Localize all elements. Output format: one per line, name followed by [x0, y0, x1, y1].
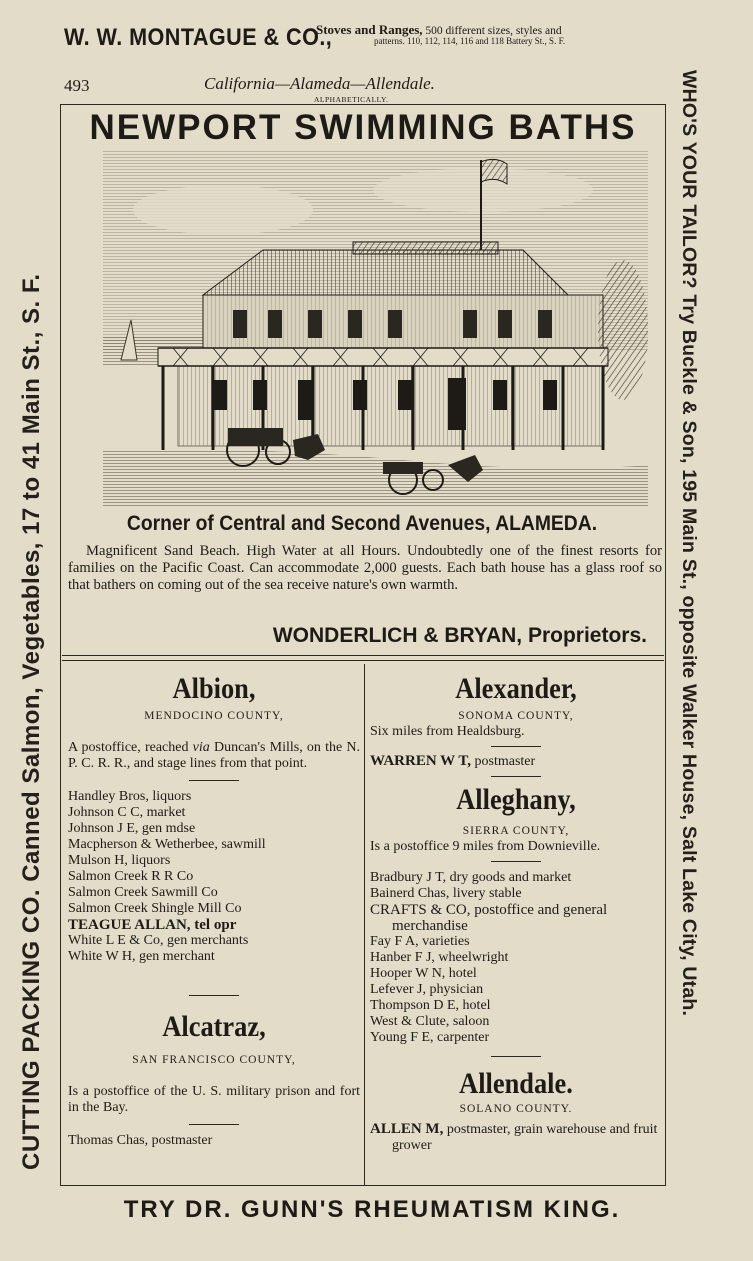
list-item: CRAFTS & CO, postoffice and general merchandise — [370, 902, 608, 934]
alcatraz-heading: Alcatraz, — [162, 1010, 266, 1043]
albion-entries — [68, 789, 360, 965]
alcatraz-rule-top — [189, 995, 239, 996]
list-item: Salmon Creek Sawmill Co — [68, 885, 218, 900]
bath-house-engraving — [103, 150, 648, 508]
alcatraz-description: Is a postoffice of the U. S. military prison and fort in the Bay. — [68, 1084, 360, 1115]
alphabetically-label: ALPHABETICALLY. — [314, 95, 389, 104]
allendale-rule-top — [491, 1056, 541, 1057]
list-item: Bradbury J T, dry goods and market — [370, 870, 572, 885]
bottom-advertisement-banner: TRY DR. GUNN'S RHEUMATISM KING. — [123, 1196, 621, 1223]
stoves-ranges-rest: 500 different sizes, styles and — [425, 25, 562, 37]
list-item: Fay F A, varieties — [370, 934, 470, 949]
list-item: Salmon Creek Shingle Mill Co — [68, 901, 242, 916]
alleghany-county: SIERRA COUNTY, — [462, 825, 570, 837]
list-item: Hooper W N, hotel — [370, 966, 477, 981]
list-item: Lefever J, physician — [370, 982, 484, 997]
alcatraz-county: SAN FRANCISCO COUNTY, — [132, 1054, 296, 1066]
alexander-heading: Alexander, — [455, 672, 577, 705]
alexander-description: Six miles from Healdsburg. — [370, 724, 525, 739]
alexander-rule — [491, 746, 541, 747]
stoves-ranges-lead: Stoves and Ranges, — [316, 22, 423, 37]
ad-description: Magnificent Sand Beach. High Water at all Hours. Undoubtedly one of the finest resorts for families on the Pacific Coast. Can accommodate 2,000 guests. Each bath house has a glass roof so that bathers on coming out of the sea receive nature's own warmth. — [68, 543, 662, 593]
albion-rule — [189, 780, 239, 781]
list-item: Thompson D E, hotel — [370, 998, 491, 1013]
column-divider — [364, 664, 365, 1186]
albion-via: via — [192, 740, 210, 755]
montague-company-name: W. W. MONTAGUE & CO., — [64, 24, 333, 51]
alcatraz-postmaster: Thomas Chas, postmaster — [68, 1133, 213, 1148]
list-item: White L E & Co, gen merchants — [68, 933, 249, 948]
albion-description: A postoffice, reached via Duncan's Mills, on the N. P. C. R. R., and stage lines from that point. — [68, 740, 360, 771]
right-column — [370, 672, 662, 1154]
list-item: Bainerd Chas, livery stable — [370, 886, 522, 901]
allendale-postmaster: ALLEN M, postmaster, grain warehouse and fruit grower — [370, 1121, 658, 1153]
patterns-address: patterns. 110, 112, 114, 116 and 118 Battery St., S. F. — [374, 36, 566, 46]
list-item: Salmon Creek R R Co — [68, 869, 194, 884]
alleghany-entries — [370, 870, 662, 1046]
page-number: 493 — [64, 76, 90, 95]
alleghany-rule — [491, 861, 541, 862]
double-rule-bottom — [62, 660, 664, 661]
alexander-county: SONOMA COUNTY, — [458, 710, 574, 722]
list-item: Johnson J E, gen mdse — [68, 821, 196, 836]
left-column — [68, 672, 360, 1149]
list-item: White W H, gen merchant — [68, 949, 215, 964]
alleghany-rule-top — [491, 776, 541, 777]
ad-address: Corner of Central and Second Avenues, ALAMEDA. — [126, 512, 598, 535]
list-item: TEAGUE ALLAN, tel opr — [68, 917, 237, 933]
allendale-county: SOLANO COUNTY. — [459, 1103, 573, 1115]
albion-county: MENDOCINO COUNTY, — [144, 710, 284, 722]
left-side-banner: CUTTING PACKING CO. Canned Salmon, Vegetables, 17 to 41 Main St., S. F. — [18, 273, 45, 1170]
alleghany-description: Is a postoffice 9 miles from Downieville. — [370, 839, 601, 854]
albion-heading: Albion, — [172, 672, 256, 705]
alexander-postmaster: WARREN W T, postmaster — [370, 753, 536, 769]
ad-proprietors: WONDERLICH & BRYAN, Proprietors. — [272, 624, 647, 647]
alcatraz-rule — [189, 1124, 239, 1125]
list-item: Handley Bros, liquors — [68, 789, 192, 804]
list-item: Hanber F J, wheelwright — [370, 950, 509, 965]
top-advertisement-banner — [64, 22, 684, 56]
right-side-banner: WHO'S YOUR TAILOR? Try Buckle & Son, 195 Main St., opposite Walker House, Salt Lake City, Utah. — [678, 70, 700, 1017]
running-head: California—Alameda—Allendale. — [204, 74, 435, 93]
ad-title: NEWPORT SWIMMING BATHS — [89, 108, 637, 147]
alleghany-heading: Alleghany, — [456, 783, 576, 816]
list-item: Macpherson & Wetherbee, sawmill — [68, 837, 266, 852]
allendale-heading: Allendale. — [459, 1067, 573, 1100]
list-item: Young F E, carpenter — [370, 1030, 490, 1045]
list-item: Mulson H, liquors — [68, 853, 171, 868]
list-item: West & Clute, saloon — [370, 1014, 490, 1029]
double-rule-top — [62, 655, 664, 656]
list-item: Johnson C C, market — [68, 805, 186, 820]
